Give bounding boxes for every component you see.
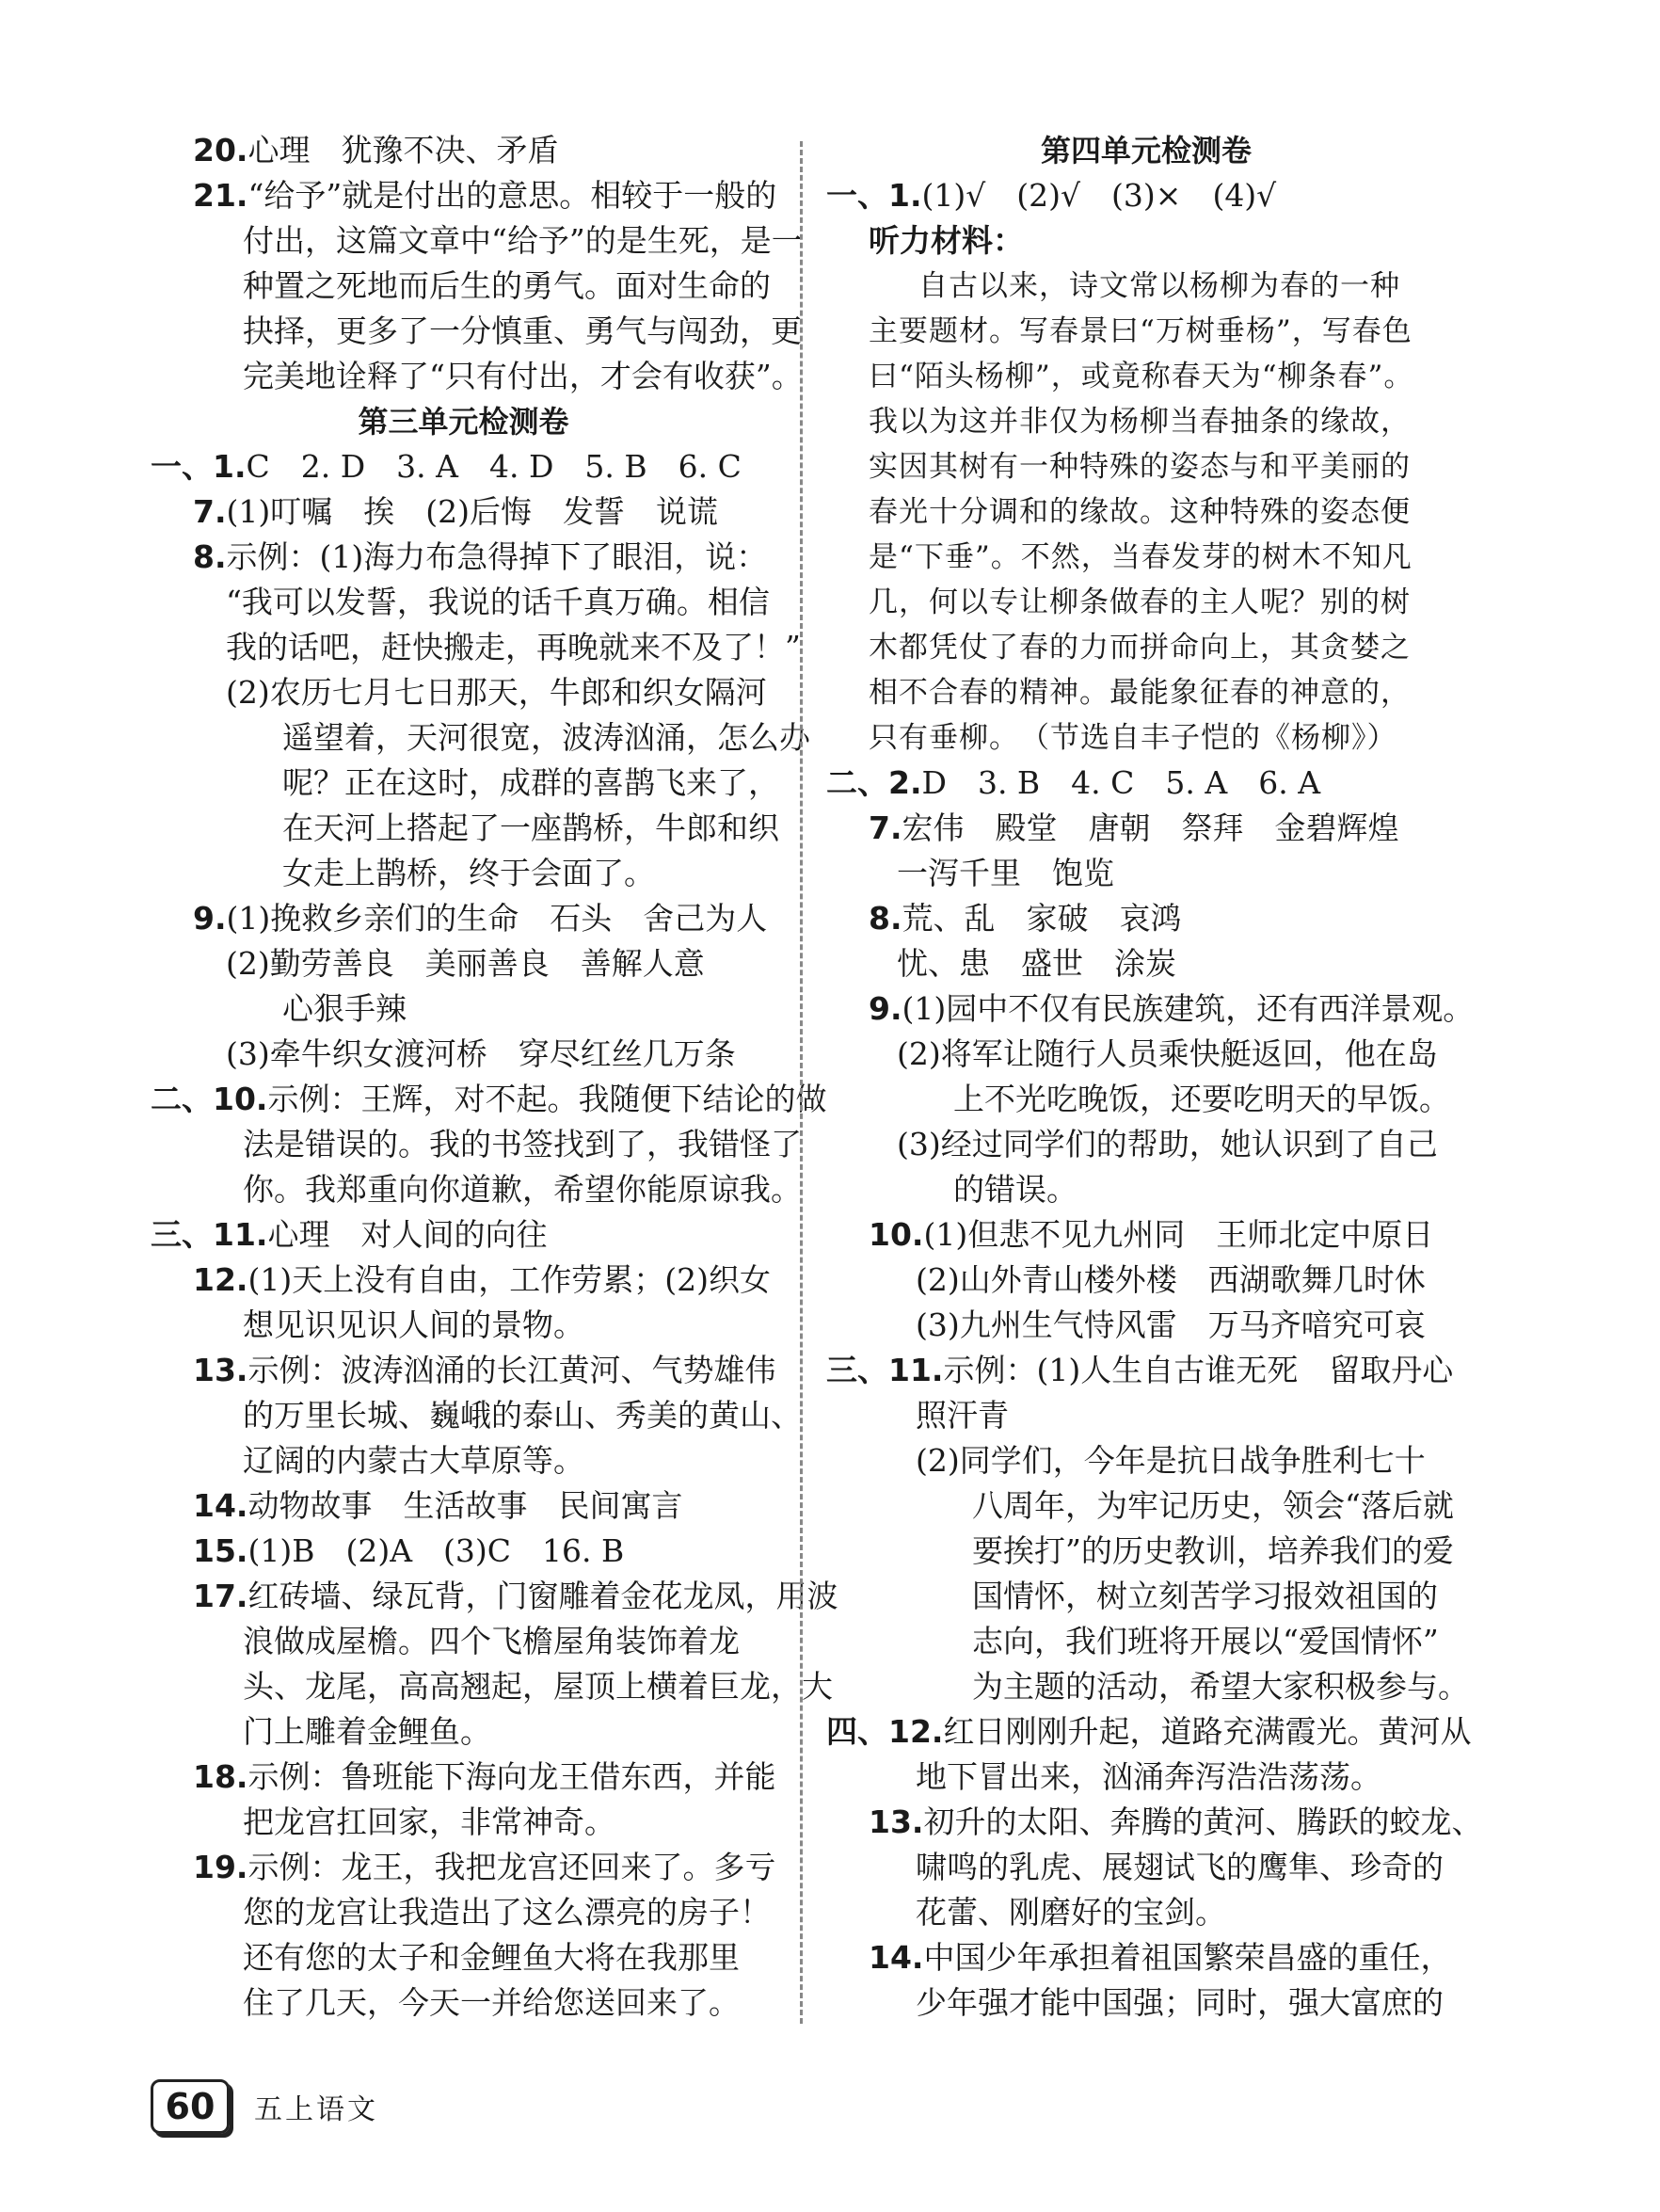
answer-text: 主要题材。写春景曰“万树垂杨”，写春色 xyxy=(869,314,1413,348)
answer-line xyxy=(151,443,742,490)
answer-line xyxy=(916,1437,1426,1484)
answer-text: 示例：鲁班能下海向龙王借东西，并能 xyxy=(247,1758,776,1795)
question-number: 14. xyxy=(193,1487,248,1524)
listening-label xyxy=(869,217,1024,264)
answer-text: 志向，我们班将开展以“爱国情怀” xyxy=(972,1623,1439,1659)
answer-line xyxy=(826,1347,1453,1394)
answer-line xyxy=(193,489,718,536)
answer-text: 一泻千里 饱览 xyxy=(897,855,1114,891)
answer-text: 呢？正在这时，成群的喜鹊飞来了， xyxy=(282,764,779,801)
page-number: 60 xyxy=(151,2079,230,2134)
answer-text: 完美地诠释了“只有付出，才会有收获”。 xyxy=(243,358,803,394)
answer-line xyxy=(226,579,770,626)
question-number: 一、1. xyxy=(826,177,922,214)
answer-line xyxy=(916,1392,1009,1439)
answer-text: 在天河上搭起了一座鹊桥，牛郎和织 xyxy=(282,809,779,846)
answer-text: “我可以发誓，我说的话千真万确。相信 xyxy=(226,584,770,620)
answer-line xyxy=(243,1708,491,1755)
answer-line xyxy=(953,1166,1077,1213)
answer-line xyxy=(897,940,1176,987)
answer-line xyxy=(243,308,802,355)
listening-text-line xyxy=(869,443,1411,490)
section-title: 第四单元检测卷 xyxy=(1040,133,1252,168)
answer-line xyxy=(193,1483,682,1530)
answer-text: 法是错误的。我的书签找到了，我错怪了 xyxy=(243,1126,802,1162)
answer-text: 头、龙尾，高高翘起，屋顶上横着巨龙，大 xyxy=(243,1668,833,1705)
answer-text: 示例：王辉，对不起。我随便下结论的做 xyxy=(267,1081,827,1117)
answer-text: 国情怀，树立刻苦学习报效祖国的 xyxy=(972,1578,1438,1614)
answer-line xyxy=(972,1573,1438,1620)
answer-line xyxy=(193,1754,775,1801)
answer-text: 示例：(1)人生自古谁无死 留取丹心 xyxy=(943,1352,1454,1388)
answer-line xyxy=(243,1980,740,2027)
answer-text: 少年强才能中国强；同时，强大富庶的 xyxy=(916,1984,1444,2021)
answer-text: 相不合春的精神。最能象征春的神意的， xyxy=(869,676,1411,710)
answer-line xyxy=(243,1799,615,1846)
answer-line xyxy=(869,895,1182,942)
answer-line xyxy=(193,127,558,174)
answer-text: 是“下垂”。不然，当春发芽的树木不知凡 xyxy=(869,540,1413,574)
listening-text-line xyxy=(869,353,1413,400)
answer-line xyxy=(193,1347,775,1394)
answer-text: 还有您的太子和金鲤鱼大将在我那里 xyxy=(243,1939,740,1976)
answer-text: 心理 对人间的向往 xyxy=(267,1216,548,1253)
question-number: 19. xyxy=(193,1849,248,1885)
answer-line xyxy=(226,669,767,716)
answer-line xyxy=(282,850,655,897)
answer-line xyxy=(243,1437,584,1484)
answer-text: 浪做成屋檐。四个飞檐屋角装饰着龙 xyxy=(243,1623,740,1659)
answer-line xyxy=(151,1211,547,1258)
answer-line xyxy=(869,1934,1451,1981)
answer-text: 我以为这并非仅为杨柳当春抽条的缘故， xyxy=(869,405,1411,439)
answer-text: 八周年，为牢记历史，领会“落后就 xyxy=(972,1487,1454,1524)
question-number: 三、11. xyxy=(151,1216,268,1253)
question-number: 8. xyxy=(193,538,227,575)
answer-text: 啸鸣的乳虎、展翅试飞的鹰隼、珍奇的 xyxy=(916,1849,1444,1885)
question-number: 12. xyxy=(193,1261,248,1298)
answer-line xyxy=(916,1754,1381,1801)
listening-text-line xyxy=(869,624,1411,671)
answer-text: 荒、乱 家破 哀鸿 xyxy=(902,900,1182,937)
answer-text: (3)经过同学们的帮助，她认识到了自己 xyxy=(897,1126,1438,1162)
answer-text: (3)九州生气恃风雷 万马齐喑究可哀 xyxy=(916,1306,1426,1343)
footer-subject: 五上语文 xyxy=(254,2093,378,2126)
answer-line xyxy=(193,1844,775,1891)
answer-text: (2)同学们，今年是抗日战争胜利七十 xyxy=(916,1442,1426,1479)
answer-text: 动物故事 生活故事 民间寓言 xyxy=(247,1487,683,1524)
answer-text: 的万里长城、巍峨的泰山、秀美的黄山、 xyxy=(243,1397,802,1434)
listening-text-line xyxy=(869,398,1411,445)
answer-line xyxy=(916,1980,1444,2027)
answer-line xyxy=(226,1031,736,1078)
question-number: 9. xyxy=(869,990,902,1027)
answer-line xyxy=(869,1799,1482,1846)
answer-line xyxy=(151,1076,826,1123)
question-number: 15. xyxy=(193,1532,248,1569)
question-number: 14. xyxy=(869,1939,924,1976)
answer-line xyxy=(972,1663,1469,1710)
question-number: 一、1. xyxy=(151,448,247,485)
answer-text: (1)√ (2)√ (3)× (4)√ xyxy=(921,177,1277,214)
answer-text: (2)农历七月七日那天，牛郎和织女隔河 xyxy=(226,674,767,711)
question-number: 四、12. xyxy=(826,1713,944,1750)
question-number: 8. xyxy=(869,900,902,937)
answer-line xyxy=(282,714,810,761)
answer-text: (2)勤劳善良 美丽善良 善解人意 xyxy=(226,945,705,982)
answer-text: 红日刚刚升起，道路充满霞光。黄河从 xyxy=(943,1713,1472,1750)
answer-text: (1)挽救乡亲们的生命 石头 舍己为人 xyxy=(226,900,768,937)
answer-text: 几，何以专让柳条做春的主人呢？别的树 xyxy=(869,585,1411,619)
answer-line xyxy=(869,986,1474,1033)
page-footer xyxy=(151,2080,378,2133)
answer-line xyxy=(916,1257,1426,1304)
answer-line xyxy=(243,1934,740,1981)
answer-text: 听力材料： xyxy=(869,222,1024,259)
answer-line xyxy=(972,1528,1454,1575)
answer-text: 曰“陌头杨柳”，或竟称春天为“柳条春”。 xyxy=(869,360,1414,393)
listening-text-line xyxy=(869,308,1413,355)
answer-line xyxy=(826,172,1276,219)
question-number: 17. xyxy=(193,1578,248,1614)
answer-line xyxy=(869,805,1399,852)
question-number: 10. xyxy=(869,1216,924,1253)
section-title: 第三单元检测卷 xyxy=(358,404,569,440)
answer-text: 忧、患 盛世 涂炭 xyxy=(897,945,1176,982)
answer-text: (1)园中不仅有民族建筑，还有西洋景观。 xyxy=(902,990,1475,1027)
answer-text: (2)将军让随行人员乘快艇返回，他在岛 xyxy=(897,1035,1438,1072)
answer-line xyxy=(193,895,767,942)
answer-text: 心理 犹豫不决、矛盾 xyxy=(247,132,559,168)
answer-line xyxy=(243,1302,584,1349)
answer-text: 照汗青 xyxy=(916,1397,1009,1434)
question-number: 三、11. xyxy=(826,1352,944,1388)
question-number: 二、2. xyxy=(826,764,922,801)
answer-text: 初升的太阳、奔腾的黄河、腾跃的蛟龙、 xyxy=(923,1803,1483,1840)
listening-text-line xyxy=(869,489,1411,536)
answer-text: 只有垂柳。 （节选自丰子恺的《杨柳》） xyxy=(869,721,1397,755)
answer-text: 红砖墙、绿瓦背，门窗雕着金花龙凤，用波 xyxy=(247,1578,838,1614)
answer-line xyxy=(193,1257,771,1304)
question-number: 20. xyxy=(193,132,248,168)
answer-text: 想见识见识人间的景物。 xyxy=(243,1306,584,1343)
question-number: 9. xyxy=(193,900,227,937)
answer-line xyxy=(897,1121,1438,1168)
answer-text: (3)牵牛织女渡河桥 穿尽红丝几万条 xyxy=(226,1035,736,1072)
answer-line xyxy=(282,986,407,1033)
answer-line xyxy=(243,1392,802,1439)
answer-text: 种置之死地而后生的勇气。面对生命的 xyxy=(243,267,771,304)
answer-text: 中国少年承担着祖国繁荣昌盛的重任， xyxy=(923,1939,1452,1976)
answer-line xyxy=(226,624,801,671)
answer-text: 心狠手辣 xyxy=(282,990,407,1027)
column-divider xyxy=(800,141,803,2024)
answer-line xyxy=(243,353,803,400)
answer-line xyxy=(972,1618,1439,1665)
answer-text: 住了几天，今天一并给您送回来了。 xyxy=(243,1984,740,2021)
answer-line xyxy=(193,534,767,581)
answer-text: 花蕾、刚磨好的宝剑。 xyxy=(916,1894,1226,1931)
answer-line xyxy=(897,1031,1438,1078)
answer-text: 宏伟 殿堂 唐朝 祭拜 金碧辉煌 xyxy=(902,809,1399,846)
answer-text: 付出，这篇文章中“给予”的是生死，是一 xyxy=(243,222,803,259)
answer-text: 要挨打”的历史教训，培养我们的爱 xyxy=(972,1532,1454,1569)
answer-line xyxy=(972,1483,1454,1530)
answer-text: 示例：(1)海力布急得掉下了眼泪，说： xyxy=(226,538,768,575)
answer-line xyxy=(226,940,705,987)
answer-line xyxy=(243,217,803,264)
answer-text: 的错误。 xyxy=(953,1171,1077,1208)
answer-line xyxy=(243,263,771,310)
answer-line xyxy=(826,1708,1471,1755)
answer-text: 实因其树有一种特殊的姿态与和平美丽的 xyxy=(869,450,1411,484)
answer-line xyxy=(826,760,1320,807)
answer-line xyxy=(193,1528,624,1575)
answer-text: 你。我郑重向你道歉，希望你能原谅我。 xyxy=(243,1171,802,1208)
answer-text: (1)叮嘱 挨 (2)后悔 发誓 说谎 xyxy=(226,493,718,530)
answer-line xyxy=(243,1889,771,1936)
question-number: 二、10. xyxy=(151,1081,268,1117)
question-number: 13. xyxy=(193,1352,248,1388)
answer-text: 木都凭仗了春的力而拼命向上，其贪婪之 xyxy=(869,631,1411,665)
answer-line xyxy=(243,1166,802,1213)
answer-text: 女走上鹊桥，终于会面了。 xyxy=(282,855,655,891)
question-number: 21. xyxy=(193,177,248,214)
answer-line xyxy=(282,805,779,852)
answer-text: 辽阔的内蒙古大草原等。 xyxy=(243,1442,584,1479)
answer-text: 上不光吃晚饭，还要吃明天的早饭。 xyxy=(953,1081,1450,1117)
answer-text: (1)天上没有自由，工作劳累；(2)织女 xyxy=(247,1261,771,1298)
answer-text: 示例：波涛汹涌的长江黄河、气势雄伟 xyxy=(247,1352,776,1388)
listening-text-line xyxy=(869,534,1413,581)
answer-line xyxy=(916,1844,1444,1891)
answer-line xyxy=(916,1889,1226,1936)
answer-text: 自古以来，诗文常以杨柳为春的一种 xyxy=(918,269,1400,303)
answer-text: 遥望着，天河很宽，波涛汹涌，怎么办 xyxy=(282,719,810,756)
listening-text-line xyxy=(869,579,1411,626)
answer-line xyxy=(953,1076,1450,1123)
answer-line xyxy=(243,1618,740,1665)
listening-text-line xyxy=(869,714,1397,761)
question-number: 13. xyxy=(869,1803,924,1840)
question-number: 7. xyxy=(869,809,902,846)
answer-text: “给予”就是付出的意思。相较于一般的 xyxy=(247,177,777,214)
answer-text: D 3. B 4. C 5. A 6. A xyxy=(921,764,1321,801)
answer-text: 把龙宫扛回家，非常神奇。 xyxy=(243,1803,615,1840)
answer-text: 示例：龙王，我把龙宫还回来了。多亏 xyxy=(247,1849,776,1885)
answer-line xyxy=(193,172,776,219)
question-number: 7. xyxy=(193,493,227,530)
answer-text: (1)但悲不见九州同 王师北定中原日 xyxy=(923,1216,1434,1253)
answer-line xyxy=(243,1121,802,1168)
answer-line xyxy=(916,1302,1426,1349)
answer-text: 您的龙宫让我造出了这么漂亮的房子！ xyxy=(243,1894,771,1931)
answer-text: 地下冒出来，汹涌奔泻浩浩荡荡。 xyxy=(916,1758,1381,1795)
answer-line xyxy=(897,850,1114,897)
answer-line xyxy=(243,1663,833,1710)
answer-line xyxy=(282,760,779,807)
answer-text: (2)山外青山楼外楼 西湖歌舞几时休 xyxy=(916,1261,1426,1298)
listening-text-line xyxy=(918,263,1400,310)
answer-text: 为主题的活动，希望大家积极参与。 xyxy=(972,1668,1469,1705)
answer-text: 抉择，更多了一分慎重、勇气与闯劲，更 xyxy=(243,313,802,349)
answer-text: 春光十分调和的缘故。这种特殊的姿态便 xyxy=(869,495,1411,529)
listening-text-line xyxy=(869,669,1411,716)
answer-text: C 2. D 3. A 4. D 5. B 6. C xyxy=(246,448,742,485)
answer-text: 我的话吧，赶快搬走，再晚就来不及了！” xyxy=(226,629,801,665)
answer-line xyxy=(869,1211,1433,1258)
answer-text: (1)B (2)A (3)C 16. B xyxy=(247,1532,625,1569)
answer-text: 门上雕着金鲤鱼。 xyxy=(243,1713,491,1750)
question-number: 18. xyxy=(193,1758,248,1795)
answer-line xyxy=(193,1573,838,1620)
